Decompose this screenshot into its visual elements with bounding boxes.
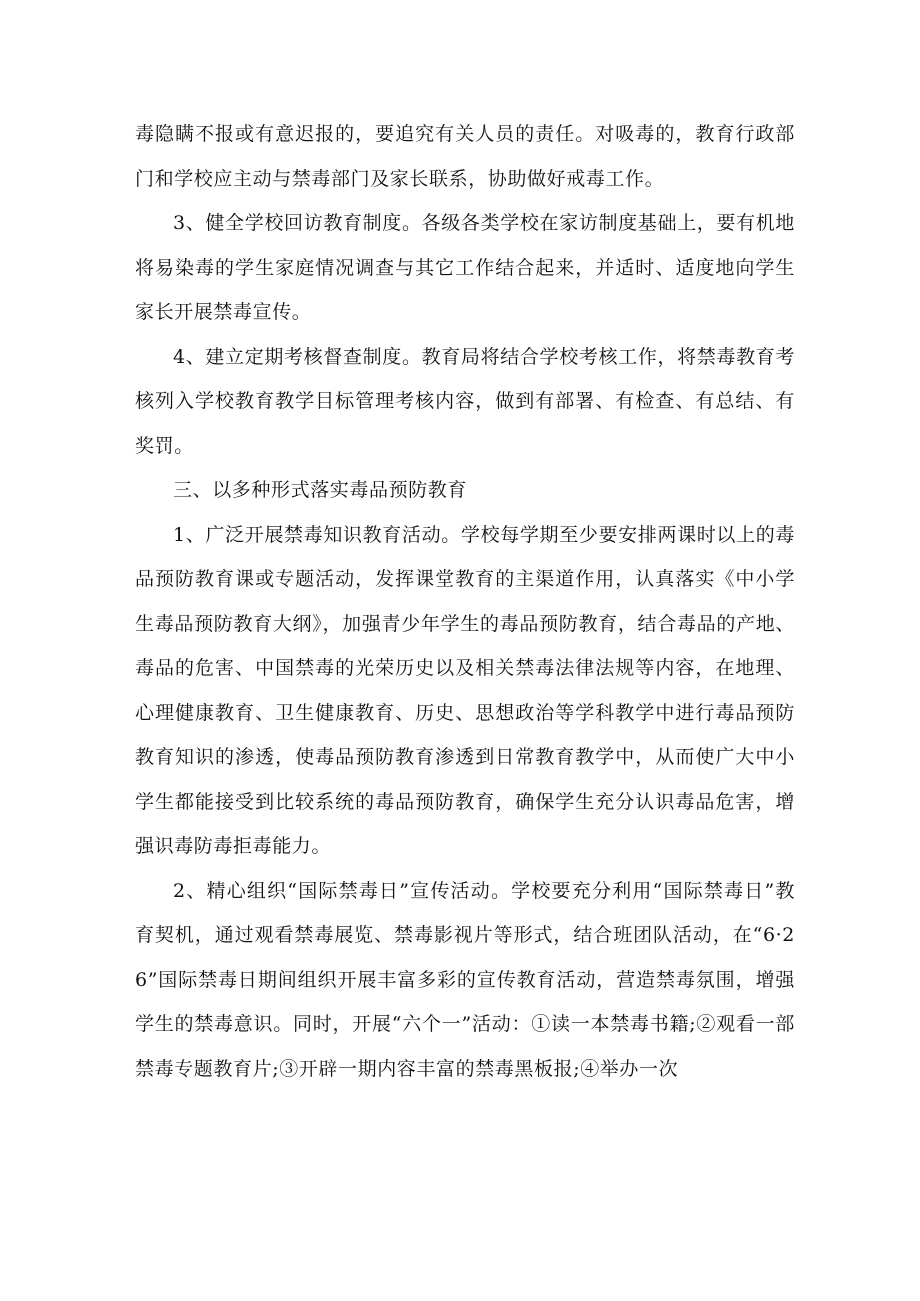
paragraph-continuation: 毒隐瞒不报或有意迟报的，要追究有关人员的责任。对吸毒的，教育行政部门和学校应主动与禁毒部门及家长联系，协助做好戒毒工作。 [135,123,795,190]
document-body [135,112,795,1091]
section-heading-3: 三、以多种形式落实毒品预防教育 [173,479,468,501]
paragraph-item-2: 2、精心组织“国际禁毒日”宣传活动。学校要充分利用“国际禁毒日”教育契机，通过观看禁毒展览、禁毒影视片等形式，结合班团队活动，在“6·26”国际禁毒日期间组织开展丰富多彩的宣传教育活动，营造禁毒氛围，增强学生的禁毒意识。同时，开展“六个一”活动：①读一本禁毒书籍;②观看一部禁毒专题教育片;③开辟一期内容丰富的禁毒黑板报;④举办一次 [135,879,795,1080]
paragraph-item-1: 1、广泛开展禁毒知识教育活动。学校每学期至少要安排两课时以上的毒品预防教育课或专题活动，发挥课堂教育的主渠道作用，认真落实《中小学生毒品预防教育大纲》，加强青少年学生的毒品预防教育，结合毒品的产地、毒品的危害、中国禁毒的光荣历史以及相关禁毒法律法规等内容，在地理、心理健康教育、卫生健康教育、历史、思想政治等学科教学中进行毒品预防教育知识的渗透，使毒品预防教育渗透到日常教育教学中，从而使广大中小学生都能接受到比较系统的毒品预防教育，确保学生充分认识毒品危害，增强识毒防毒拒毒能力。 [135,523,795,857]
paragraph-item-3: 3、健全学校回访教育制度。各级各类学校在家访制度基础上，要有机地将易染毒的学生家庭情况调查与其它工作结合起来，并适时、适度地向学生家长开展禁毒宣传。 [135,212,795,323]
paragraph-item-4: 4、建立定期考核督查制度。教育局将结合学校考核工作，将禁毒教育考核列入学校教育教学目标管理考核内容，做到有部署、有检查、有总结、有奖罚。 [135,345,795,457]
